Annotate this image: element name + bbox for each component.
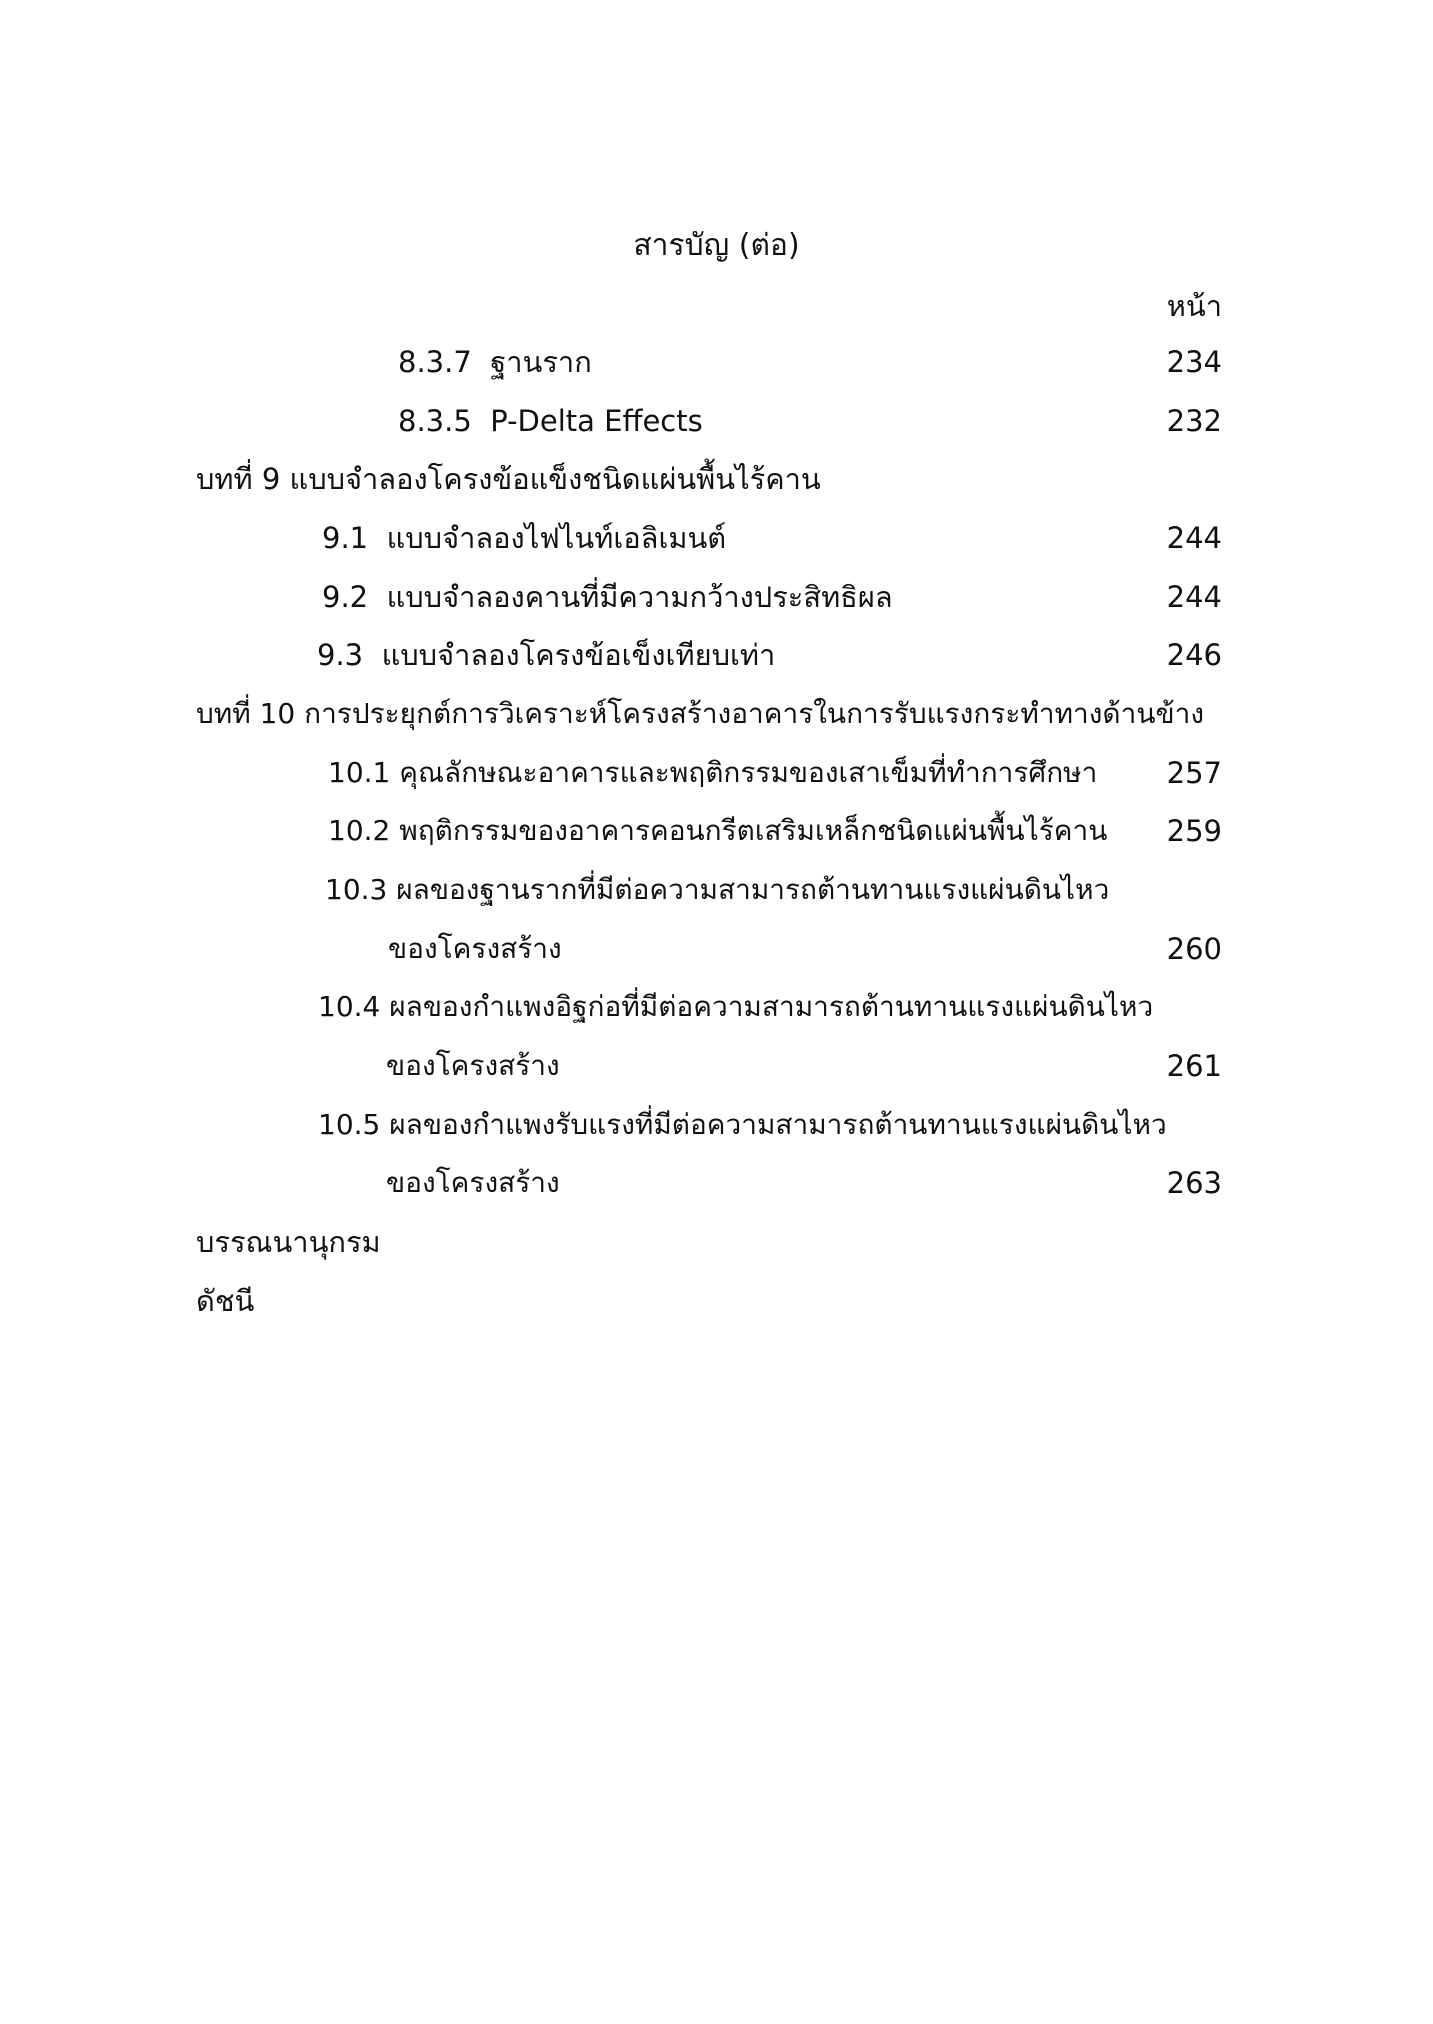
toc-entry-8-3-5 xyxy=(398,401,703,441)
toc-entry-10-2 xyxy=(328,811,1107,851)
toc-bibliography: บรรณนานุกรม xyxy=(196,1225,381,1259)
toc-entry-page: 257 xyxy=(1166,756,1222,790)
toc-entry-number: 10.5 xyxy=(318,1108,381,1141)
toc-entry-continuation: ของโครงสร้าง xyxy=(386,1166,560,1199)
toc-entry-page: 244 xyxy=(1166,521,1222,555)
toc-entry-number: 9.2 xyxy=(322,580,369,614)
toc-entry-label: พฤติกรรมของอาคารคอนกรีตเสริมเหล็กชนิดแผ่นพื้นไร้คาน xyxy=(399,814,1108,847)
toc-entry-number: 10.2 xyxy=(328,814,391,847)
toc-entry-page: 244 xyxy=(1166,580,1222,614)
toc-title: สารบัญ (ต่อ) xyxy=(633,228,800,263)
toc-entry-page: 260 xyxy=(1166,932,1222,966)
toc-entry-8-3-7 xyxy=(398,342,592,382)
toc-entry-label: คุณลักษณะอาคารและพฤติกรรมของเสาเข็มที่ทำการศึกษา xyxy=(399,756,1098,789)
toc-entry-label: แบบจำลองไฟไนท์เอลิเมนต์ xyxy=(386,521,727,555)
toc-entry-page: 263 xyxy=(1166,1166,1222,1200)
toc-entry-number: 10.4 xyxy=(318,990,381,1023)
toc-entry-10-4 xyxy=(318,987,1153,1027)
toc-entry-label: ฐานราก xyxy=(490,345,592,379)
toc-entry-number: 10.3 xyxy=(325,873,388,906)
toc-entry-label: ผลของกำแพงอิฐก่อที่มีต่อความสามารถต้านทานแรงแผ่นดินไหว xyxy=(389,990,1154,1023)
toc-entry-page: 259 xyxy=(1166,814,1222,848)
page-column-header: หน้า xyxy=(1166,289,1222,323)
toc-entry-9-2 xyxy=(322,577,893,617)
toc-entry-9-3 xyxy=(317,635,775,675)
toc-entry-page: 234 xyxy=(1166,345,1222,379)
toc-entry-page: 261 xyxy=(1166,1049,1222,1083)
toc-index: ดัชนี xyxy=(196,1284,255,1318)
toc-chapter-10: บทที่ 10 การประยุกต์การวิเคราะห์โครงสร้างอาคารในการรับแรงกระทำทางด้านข้าง xyxy=(196,697,1204,730)
toc-entry-number: 8.3.7 xyxy=(398,345,472,379)
toc-entry-label: ผลของฐานรากที่มีต่อความสามารถต้านทานแรงแผ่นดินไหว xyxy=(396,873,1110,906)
toc-entry-label: P-Delta Effects xyxy=(490,404,703,438)
toc-entry-label: แบบจำลองโครงข้อเข็งเทียบเท่า xyxy=(381,638,776,672)
toc-entry-page: 246 xyxy=(1166,638,1222,672)
toc-entry-page: 232 xyxy=(1166,404,1222,438)
toc-entry-10-5 xyxy=(318,1105,1167,1145)
toc-entry-label: แบบจำลองคานที่มีความกว้างประสิทธิผล xyxy=(386,580,893,614)
toc-entry-10-1 xyxy=(328,753,1097,793)
toc-entry-number: 8.3.5 xyxy=(398,404,472,438)
toc-entry-number: 9.1 xyxy=(322,521,369,555)
toc-entry-number: 9.3 xyxy=(317,638,364,672)
toc-entry-continuation: ของโครงสร้าง xyxy=(386,1049,560,1082)
toc-entry-label: ผลของกำแพงรับแรงที่มีต่อความสามารถต้านทานแรงแผ่นดินไหว xyxy=(389,1108,1167,1141)
toc-entry-continuation: ของโครงสร้าง xyxy=(388,932,562,965)
toc-entry-number: 10.1 xyxy=(328,756,391,789)
toc-entry-10-3 xyxy=(325,870,1109,910)
toc-entry-9-1 xyxy=(322,518,726,558)
toc-chapter-9: บทที่ 9 แบบจำลองโครงข้อแข็งชนิดแผ่นพื้นไร้คาน xyxy=(196,462,821,496)
